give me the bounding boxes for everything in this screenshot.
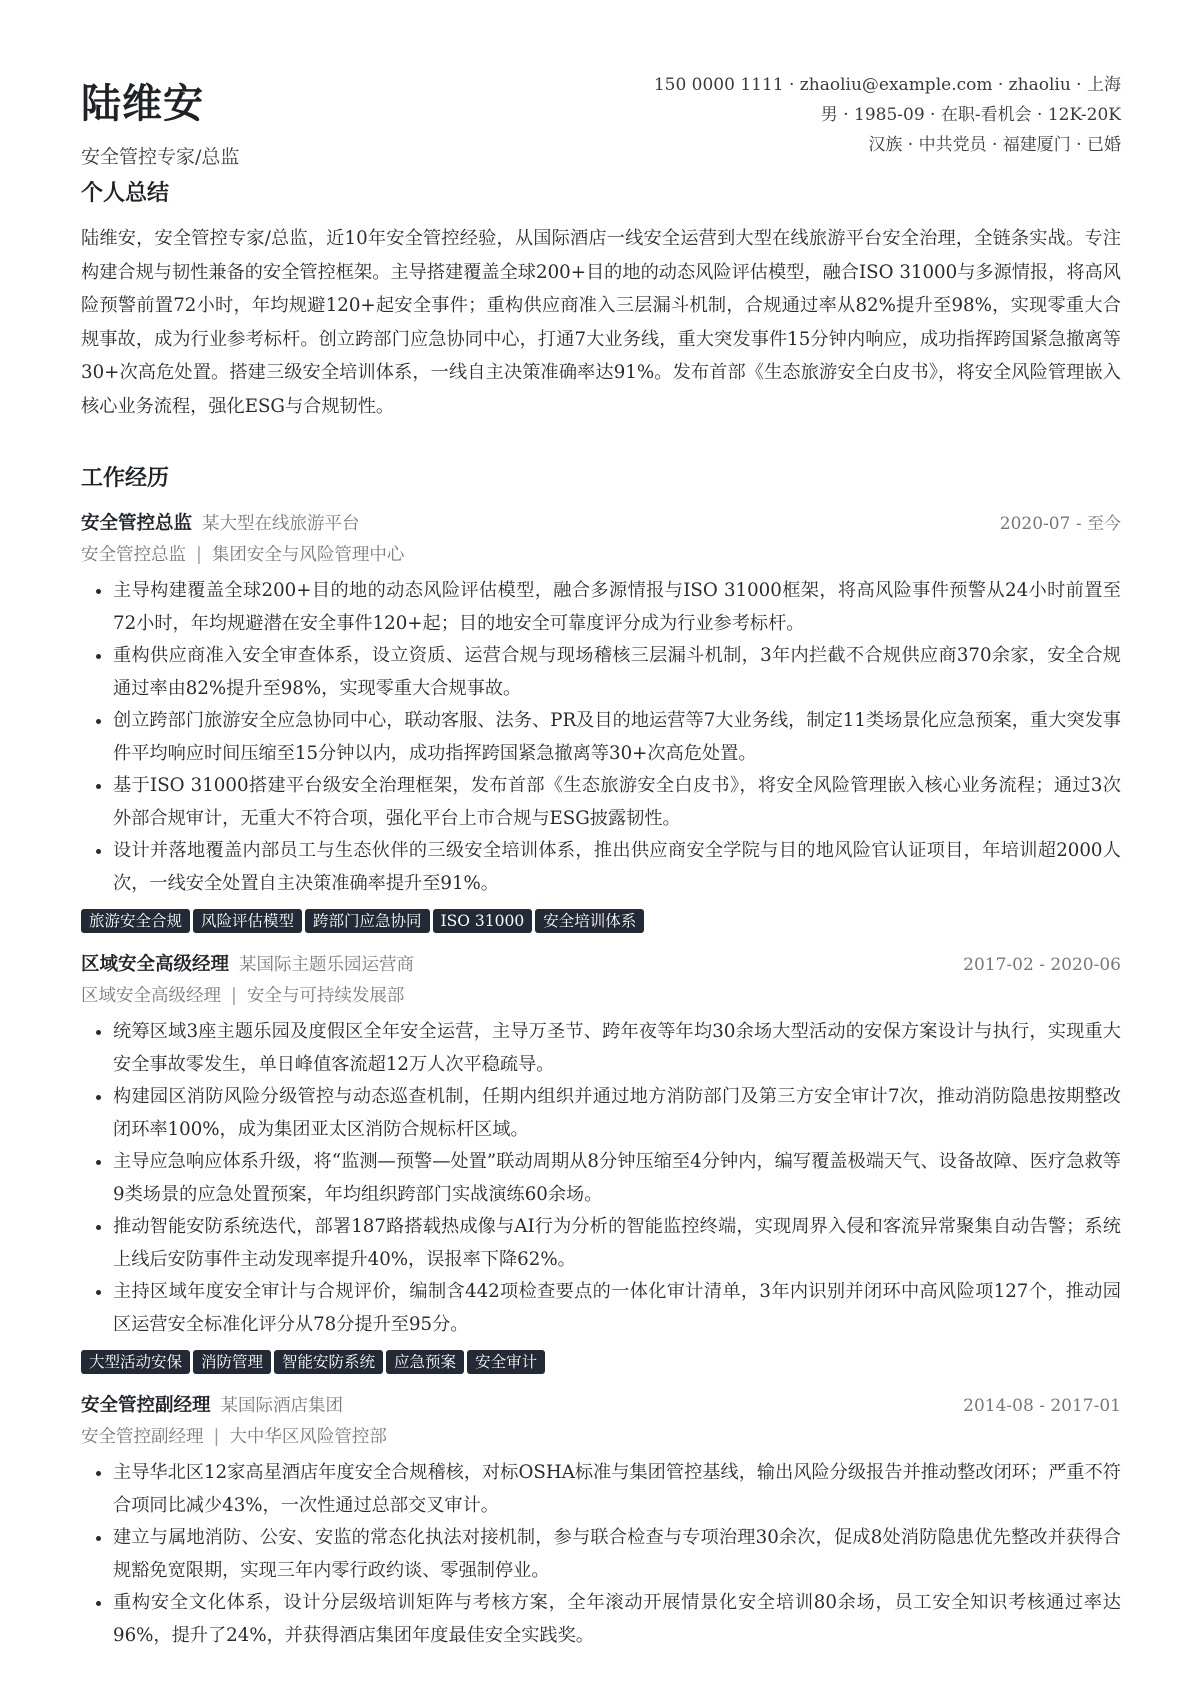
skill-tag: 应急预案: [386, 1350, 464, 1374]
job-date: 2014-08 - 2017-01: [963, 1396, 1121, 1416]
job-separator: |: [231, 986, 237, 1006]
job-bullet: • 建立与属地消防、公安、安监的常态化执法对接机制，参与联合检查与专项治理30余次，促成8处消防隐患优先整改并获得合规豁免宽限期，实现三年内零行政约谈、零强制停业。: [113, 1522, 1121, 1587]
job-bullet: • 重构供应商准入安全审查体系，设立资质、运营合规与现场稽核三层漏斗机制，3年内拦截不合规供应商370余家，安全合规通过率由82%提升至98%，实现零重大合规事故。: [113, 640, 1121, 705]
job-bullet: • 主导应急响应体系升级，将“监测—预警—处置”联动周期从8分钟压缩至4分钟内，编写覆盖极端天气、设备故障、医疗急救等9类场景的应急处置预案，年均组织跨部门实战演练60余场。: [113, 1146, 1121, 1211]
skill-tags: [81, 1350, 1121, 1375]
skill-tag: ISO 31000: [433, 909, 533, 933]
resume-page: [81, 62, 1121, 1652]
contact-info: [654, 70, 1121, 160]
resume-header: [81, 62, 1121, 172]
skill-tag: 安全培训体系: [535, 909, 644, 933]
job-bullet: • 创立跨部门旅游安全应急协同中心，联动客服、法务、PR及目的地运营等7大业务线，制定11类场景化应急预案，重大突发事件平均响应时间压缩至15分钟以内，成功指挥跨国紧急撤离等30+次高危处置。: [113, 705, 1121, 770]
job-bullet: • 主导华北区12家高星酒店年度安全合规稽核，对标OSHA标准与集团管控基线，输出风险分级报告并推动整改闭环；严重不符合项同比减少43%，一次性通过总部交叉审计。: [113, 1457, 1121, 1522]
skill-tag: 风险评估模型: [193, 909, 302, 933]
job-position: 安全管控总监: [81, 545, 186, 565]
job-department: 大中华区风险管控部: [229, 1427, 387, 1447]
job-entry: [81, 1391, 1121, 1652]
job-date: 2017-02 - 2020-06: [963, 955, 1121, 975]
job-position: 区域安全高级经理: [81, 986, 221, 1006]
job-title: 安全管控总监: [81, 513, 193, 534]
candidate-name: 陆维安: [81, 80, 204, 127]
job-date: 2020-07 - 至今: [999, 514, 1121, 534]
skill-tag: 安全审计: [467, 1350, 545, 1374]
job-bullet: • 基于ISO 31000搭建平台级安全治理框架，发布首部《生态旅游安全白皮书》，将安全风险管理嵌入核心业务流程；通过3次外部合规审计，无重大不符合项，强化平台上市合规与ESG披露韧性。: [113, 770, 1121, 835]
skill-tag: 跨部门应急协同: [305, 909, 430, 933]
job-title: 区域安全高级经理: [81, 954, 230, 975]
job-company: 某国际酒店集团: [220, 1396, 344, 1416]
job-subtitle: [81, 1421, 1121, 1453]
job-bullet: • 重构安全文化体系，设计分层级培训矩阵与考核方案，全年滚动开展情景化安全培训80余场，员工安全知识考核通过率达96%，提升了24%，并获得酒店集团年度最佳安全实践奖。: [113, 1587, 1121, 1652]
job-bullets: [81, 575, 1121, 900]
job-bullets: [81, 1016, 1121, 1341]
skill-tags: [81, 909, 1121, 934]
candidate-title: 安全管控专家/总监: [81, 146, 240, 168]
job-entry: [81, 950, 1121, 1375]
summary-heading: 个人总结: [81, 180, 170, 206]
job-bullet: • 统筹区域3座主题乐园及度假区全年安全运营，主导万圣节、跨年夜等年均30余场大型活动的安保方案设计与执行，实现重大安全事故零发生，单日峰值客流超12万人次平稳疏导。: [113, 1016, 1121, 1081]
job-header: [81, 509, 1121, 539]
job-position: 安全管控副经理: [81, 1427, 204, 1447]
job-company: 某国际主题乐园运营商: [239, 955, 415, 975]
skill-tag: 旅游安全合规: [81, 909, 190, 933]
contact-line-1: 150 0000 1111 · zhaoliu@example.com · zhaoliu · 上海: [653, 75, 1121, 95]
contact-line-3: 汉族 · 中共党员 · 福建厦门 · 已婚: [868, 135, 1121, 155]
job-header: [81, 950, 1121, 980]
job-bullet: • 主持区域年度安全审计与合规评价，编制含442项检查要点的一体化审计清单，3年内识别并闭环中高风险项127个，推动园区运营安全标准化评分从78分提升至95分。: [113, 1276, 1121, 1341]
job-subtitle: [81, 539, 1121, 571]
job-department: 安全与可持续发展部: [246, 986, 405, 1006]
job-bullets: [81, 1457, 1121, 1652]
job-title: 安全管控副经理: [81, 1395, 211, 1416]
work-heading: 工作经历: [81, 465, 170, 491]
job-department: 集团安全与风险管理中心: [211, 545, 405, 565]
contact-line-2: 男 · 1985-09 · 在职-看机会 · 12K-20K: [820, 105, 1121, 125]
job-bullet: • 推动智能安防系统迭代，部署187路搭载热成像与AI行为分析的智能监控终端，实现周界入侵和客流异常聚集自动告警；系统上线后安防事件主动发现率提升40%，误报率下降62%。: [113, 1211, 1121, 1276]
job-subtitle: [81, 980, 1121, 1012]
skill-tag: 消防管理: [193, 1350, 271, 1374]
job-bullet: • 构建园区消防风险分级管控与动态巡查机制，任期内组织并通过地方消防部门及第三方安全审计7次，推动消防隐患按期整改闭环率100%，成为集团亚太区消防合规标杆区域。: [113, 1081, 1121, 1146]
job-bullet: • 设计并落地覆盖内部员工与生态伙伴的三级安全培训体系，推出供应商安全学院与目的地风险官认证项目，年培训超2000人次，一线安全处置自主决策准确率提升至91%。: [113, 835, 1121, 900]
job-header: [81, 1391, 1121, 1421]
skill-tag: 大型活动安保: [81, 1350, 190, 1374]
job-bullet: • 主导构建覆盖全球200+目的地的动态风险评估模型，融合多源情报与ISO 31000框架，将高风险事件预警从24小时前置至72小时，年均规避潜在安全事件120+起；目的地安全可靠度评分成为行业参考标杆。: [113, 575, 1121, 640]
job-entry: [81, 509, 1121, 934]
job-company: 某大型在线旅游平台: [202, 514, 360, 534]
job-separator: |: [196, 545, 202, 565]
summary-text: 陆维安，安全管控专家/总监，近10年安全管控经验，从国际酒店一线安全运营到大型在线旅游平台安全治理，全链条实战。专注构建合规与韧性兼备的安全管控框架。主导搭建覆盖全球200+目的地的动态风险评估模型，融合ISO 31000与多源情报，将高风险预警前置72小时，年均规避120+起安全事件；重构供应商准入三层漏斗机制，合规通过率从82%提升至98%，实现零重大合规事故，成为行业参考标杆。创立跨部门应急协同中心，打通7大业务线，重大突发事件15分钟内响应，成功指挥跨国紧急撤离等30+次高危处置。搭建三级安全培训体系，一线自主决策准确率达91%。发布首部《生态旅游安全白皮书》，将安全风险管理嵌入核心业务流程，强化ESG与合规韧性。: [81, 228, 1121, 417]
job-separator: |: [213, 1427, 220, 1447]
skill-tag: 智能安防系统: [274, 1350, 383, 1374]
